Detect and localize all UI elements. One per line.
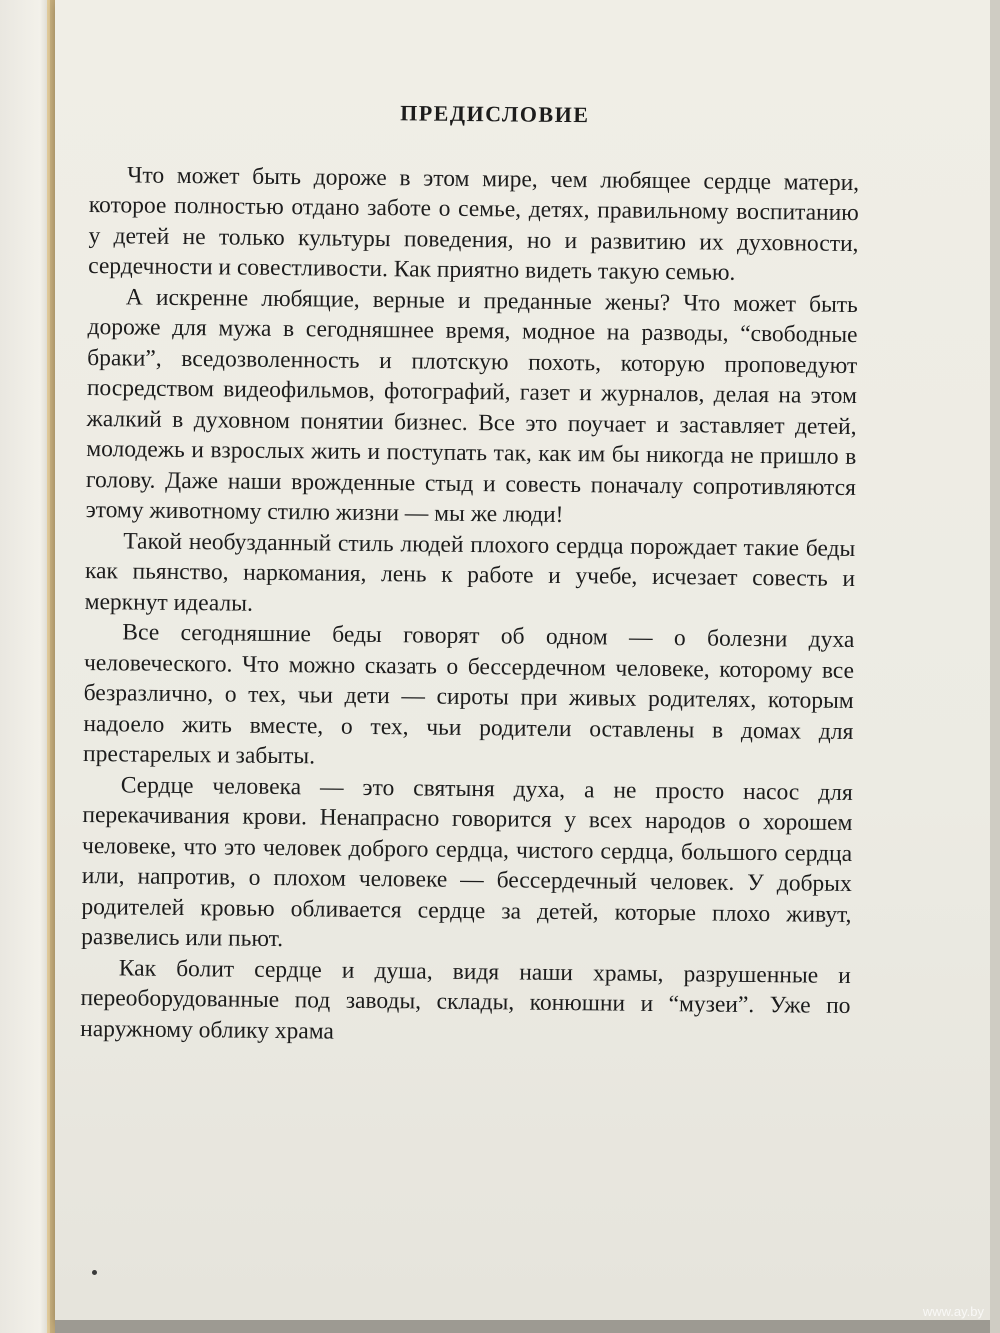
paragraph: Как болит сердце и душа, видя наши храмы, разрушенные и переоборудованные под заводы, склады, конюшни и “музеи”. Уже по наружному облику храма [80, 954, 851, 1045]
site-watermark: www.ay.by [922, 1304, 984, 1319]
page-bottom-shadow [55, 1320, 990, 1333]
page-title: ПРЕДИСЛОВИЕ [400, 100, 590, 128]
left-page-margin [0, 0, 50, 1333]
page-spine-edge [47, 0, 55, 1333]
paragraph: Такой необузданный стиль людей плохого сердца порождает такие беды как пьянство, наркомания, лень к работе и учебе, исчезает совесть и меркнут идеалы. [84, 527, 856, 617]
paragraph: Сердце человека — это святыня духа, а не просто насос для перекачивания крови. Ненапрасно говорится у всех народов о хорошем человеке, что это человек доброго сердца, чистого сердца, большого сердца или, напротив, о плохом человеке — бессердечный человек. У добрых родителей кровью обливается сердце за детей, которые плохо живут, развелись или пьют. [81, 771, 853, 953]
paragraph: А искренне любящие, верные и преданные жены? Что может быть дороже для мужа в сегодняшнее время, модное на разводы, “свободные браки”, вседозволенность и плотскую похоть, которую проповедуют посредством видеофильмов, фотографий, газет и журналов, делая на этом жалкий в духовном понятии бизнес. Все это поучает и заставляет детей, молодежь и взрослых жить и поступать так, как им бы никогда не пришло в голову. Даже наши врожденные стыд и совесть поначалу сопротивляются этому животному стилю жизни — мы же люди! [85, 283, 858, 528]
paragraph: Что может быть дороже в этом мире, чем любящее сердце матери, которое полностью отдано заботе о семье, детях, правильному воспитанию у детей не только культуры поведения, но и развитию их духовности, сердечности и совестливости. Как приятно видеть такую семью. [88, 161, 860, 286]
paragraph: Все сегодняшние беды говорят об одном — о болезни духа человеческого. Что можно сказать о бессердечном человеке, которому все безразлично, о тех, чьи дети — сироты при живых родителях, которым надоело жить вместе, о тех, чьи родители оставлены в домах для престарелых и забыты. [82, 619, 855, 770]
ink-dot-mark [92, 1270, 97, 1275]
right-page-edge [990, 0, 1000, 1333]
page-content [80, 95, 860, 1052]
